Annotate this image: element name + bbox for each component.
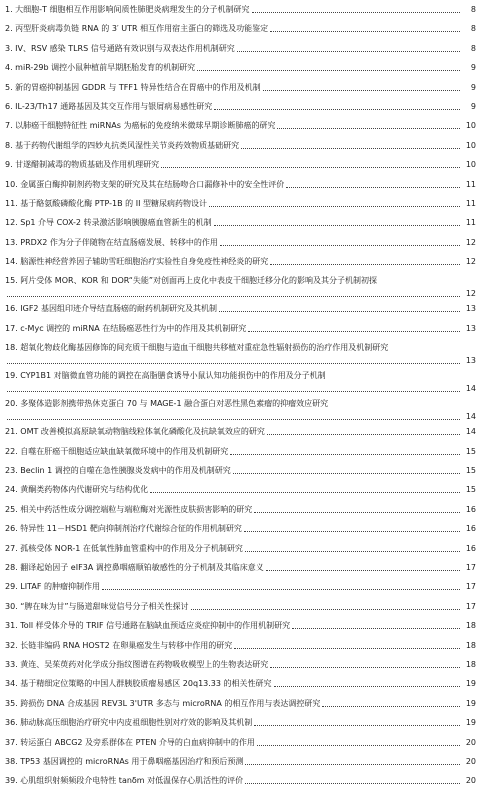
toc-entry-page: 13	[465, 323, 476, 333]
toc-entry[interactable]	[5, 561, 476, 580]
toc-entry[interactable]	[5, 425, 476, 444]
toc-entry-title: 29. LITAF 的肿瘤抑制作用	[5, 582, 100, 592]
dot-leader	[254, 512, 460, 513]
toc-entry-title: 22. 自噬在肝癌干细胞适应缺血缺氧微环境中的作用及机制研究	[5, 446, 229, 456]
toc-entry-title: 20. 多聚体造影剂携带热休克蛋白 70 与 MAGE-1 融合蛋白对恶性黑色素瘤的抑瘤效应研究	[5, 399, 329, 409]
toc-entry-title: 9. 甘遂醋制减毒的物质基础及作用机理研究	[5, 160, 160, 170]
toc-entry-title: 33. 黄连、吴茱萸药对化学成分指纹图谱在药物吸收模型上的生物表达研究	[5, 659, 269, 669]
toc-entry[interactable]	[5, 542, 476, 561]
dot-leader	[322, 706, 460, 707]
dot-leader	[209, 206, 460, 207]
toc-entry-page: 10	[465, 121, 476, 131]
toc-entry-page: 17	[465, 582, 476, 592]
toc-entry-title: 2. 丙型肝炎病毒负链 RNA 的 3′ UTR 相互作用宿主蛋白的筛选及功能鉴定	[5, 24, 269, 34]
toc-entry[interactable]	[5, 100, 476, 119]
dot-leader	[248, 331, 460, 332]
toc-entry-page: 16	[465, 504, 476, 514]
dot-leader	[245, 783, 460, 784]
toc-entry[interactable]	[5, 197, 476, 216]
dot-leader	[270, 667, 460, 668]
dot-leader	[286, 187, 460, 188]
toc-entry-title: 36. 肺动脉高压细胞治疗研究中内皮祖细胞性别对疗效的影响及其机制	[5, 718, 253, 728]
toc-entry-title: 14. 脑源性神经营养因子辅助雪旺细胞治疗实验性自身免疫性神经炎的研究	[5, 257, 269, 267]
dot-leader	[245, 764, 460, 765]
toc-entry[interactable]	[5, 369, 476, 397]
toc-entry[interactable]	[5, 139, 476, 158]
dot-leader	[270, 31, 460, 32]
toc-entry-title: 39. 心肌组织射频频段介电特性 tanδm 对低温保存心肌活性的评价	[5, 776, 244, 786]
toc-entry[interactable]	[5, 503, 476, 522]
toc-entry-page: 9	[470, 63, 476, 73]
toc-entry-page: 11	[465, 198, 476, 208]
dot-leader	[219, 311, 460, 312]
toc-entry[interactable]	[5, 158, 476, 177]
dot-leader	[237, 51, 460, 52]
toc-entry-title: 35. 跨损伤 DNA 合成基因 REV3L 3'UTR 多态与 microRNA 的相互作用与表达调控研究	[5, 698, 321, 708]
toc-entry-title: 7. 以肺癌干细胞特征性 miRNAs 为癌标的免疫纳米微球早期诊断肺癌的研究	[5, 121, 276, 131]
toc-entry-title: 5. 新的胃癌抑制基因 GDDR 与 TFF1 特异性结合在胃癌中的作用及机制	[5, 82, 261, 92]
toc-entry-page: 10	[465, 160, 476, 170]
dot-leader	[234, 648, 460, 649]
toc-entry-page: 18	[465, 659, 476, 669]
toc-entry-title: 26. 特异性 11－HSD1 靶向抑制剂治疗代谢综合征的作用机制研究	[5, 524, 242, 534]
toc-entry-title: 28. 翻译起始因子 eIF3A 调控鼻咽癌顺铂敏感性的分子机制及其临床意义	[5, 562, 264, 572]
toc-entry-title: 21. OMT 改善模拟高原缺氧动物脑线粒体氧化磷酸化及抗缺氧效应的研究	[5, 427, 265, 437]
dot-leader	[270, 264, 460, 265]
dot-leader	[257, 745, 460, 746]
toc-entry[interactable]	[5, 341, 476, 369]
toc-entry-page: 16	[465, 524, 476, 534]
toc-entry-title: 23. Beclin 1 调控的自噬在急性胰腺炎发病中的作用及机制研究	[5, 466, 231, 476]
dot-leader	[102, 589, 460, 590]
toc-entry-page: 19	[465, 718, 476, 728]
toc-entry-page: 12	[465, 289, 476, 299]
dot-leader	[214, 109, 460, 110]
toc-entry-page: 20	[465, 737, 476, 747]
toc-entry[interactable]	[5, 216, 476, 235]
toc-entry[interactable]	[5, 522, 476, 541]
toc-entry-title: 18. 超氧化物歧化酶基因修饰的间充质干细胞与造血干细胞共移植对重症急性辐射损伤的治疗作用及机制研究	[5, 343, 389, 353]
toc-entry-page: 11	[465, 179, 476, 189]
dot-leader	[150, 492, 460, 493]
toc-entry-title: 32. 长链非编码 RNA HOST2 在卵巢癌发生与转移中作用的研究	[5, 640, 233, 650]
toc-entry[interactable]	[5, 397, 476, 425]
dot-leader	[7, 296, 460, 297]
dot-leader	[7, 363, 460, 364]
toc-entry-page: 16	[465, 543, 476, 553]
dot-leader	[230, 454, 460, 455]
dot-leader	[7, 419, 460, 420]
toc-entry[interactable]	[5, 658, 476, 677]
toc-entry-page: 11	[465, 218, 476, 228]
toc-entry[interactable]	[5, 639, 476, 658]
toc-entry-page: 20	[465, 756, 476, 766]
toc-entry-page: 17	[465, 601, 476, 611]
toc-entry[interactable]	[5, 774, 476, 793]
toc-entry-title: 11. 基于酪氨酸磷酸化酶 PTP-1B 的 II 型糖尿病药物设计	[5, 198, 207, 208]
dot-leader	[267, 434, 460, 435]
toc-entry-page: 12	[465, 257, 476, 267]
toc-entry-page: 14	[465, 427, 476, 437]
toc-entry-page: 9	[470, 101, 476, 111]
toc-entry-title: 6. IL-23/Th17 通路基因及其交互作用与银屑病易感性研究	[5, 101, 213, 111]
toc-entry-page: 18	[465, 640, 476, 650]
toc-entry[interactable]	[5, 302, 476, 321]
toc-entry[interactable]	[5, 236, 476, 255]
toc-entry[interactable]	[5, 755, 476, 774]
toc-entry[interactable]	[5, 81, 476, 100]
toc-entry[interactable]	[5, 3, 476, 22]
toc-entry-page: 12	[465, 237, 476, 247]
toc-entry[interactable]	[5, 119, 476, 138]
toc-entry-title: 24. 黄酮类药物体内代谢研究与结构优化	[5, 485, 149, 495]
dot-leader	[244, 531, 460, 532]
toc-entry-page: 13	[465, 304, 476, 314]
toc-entry-title: 1. 大细胞-T 细胞相互作用影响间质性肺肥炎病理发生的分子机制研究	[5, 5, 250, 14]
toc-entry[interactable]	[5, 274, 476, 302]
dot-leader	[274, 686, 460, 687]
toc-entry[interactable]	[5, 445, 476, 464]
dot-leader	[292, 628, 460, 629]
toc-entry[interactable]	[5, 483, 476, 502]
toc-entry[interactable]	[5, 178, 476, 197]
toc-entry-title: 17. c-Myc 调控的 miRNA 在结肠癌恶性行为中的作用及其机制研究	[5, 323, 247, 333]
toc-entry[interactable]	[5, 464, 476, 483]
toc-entry-title: 4. miR-29b 调控小鼠种植前早期胚胎发育的机制研究	[5, 63, 196, 73]
toc-entry-page: 19	[465, 679, 476, 689]
toc-entry[interactable]	[5, 61, 476, 80]
toc-entry-title: 30. “脾在味为甘”与肠道甜味觉信号分子相关性探讨	[5, 601, 189, 611]
toc-entry-page: 18	[465, 621, 476, 631]
toc-entry-page: 8	[470, 43, 476, 53]
toc-entry[interactable]	[5, 736, 476, 755]
dot-leader	[214, 225, 460, 226]
toc-entry-page: 15	[465, 466, 476, 476]
toc-entry-page: 14	[465, 384, 476, 394]
toc-entry[interactable]	[5, 619, 476, 638]
dot-leader	[263, 90, 460, 91]
toc-entry-title: 10. 金属蛋白酶抑制剂药物支架的研究及其在结肠吻合口漏修补中的安全性评价	[5, 179, 285, 189]
toc-entry-page: 9	[470, 82, 476, 92]
dot-leader	[7, 391, 460, 392]
toc-entry-title: 12. Sp1 介导 COX-2 转录激活影响胰腺癌血管新生的机制	[5, 218, 212, 228]
toc-entry-page: 13	[465, 356, 476, 366]
toc-entry-title: 25. 相关中药活性成分调控端粒与端粒酶对光源性皮肤损害影响的研究	[5, 504, 253, 514]
dot-leader	[245, 551, 460, 552]
toc-entry-title: 31. Toll 样受体介导的 TRIF 信号通路在脑缺血预适应炎症抑制中的作用机制研究	[5, 621, 291, 631]
toc-entry-page: 20	[465, 776, 476, 786]
toc-entry[interactable]	[5, 22, 476, 41]
toc-entry-title: 37. 转运蛋白 ABCG2 及旁系群体在 PTEN 介导的白血病抑制中的作用	[5, 737, 255, 747]
toc-entry-title: 8. 基于药物代谢组学的四妙丸抗类风湿性关节炎药效物质基础研究	[5, 140, 240, 150]
toc-entry-title: 34. 基于精细定位策略的中国人群胰胶质瘤易感区 20q13.33 的相关性研究	[5, 679, 272, 689]
dot-leader	[254, 725, 460, 726]
toc-entry-title: 19. CYP1B1 对脑微血管功能的调控在高脂膳食诱导小鼠认知功能损伤中的作用及分子机制	[5, 371, 326, 381]
dot-leader	[197, 70, 460, 71]
dot-leader	[191, 609, 460, 610]
toc-entry[interactable]	[5, 600, 476, 619]
toc-entry-title: 3. IV、RSV 感染 TLRS 信号通路有效识别与双表达作用机制研究	[5, 43, 235, 53]
toc-entry-page: 15	[465, 485, 476, 495]
dot-leader	[233, 473, 460, 474]
toc-entry-title: 27. 孤核受体 NOR-1 在低氧性肺血管重构中的作用及分子机制研究	[5, 543, 243, 553]
dot-leader	[220, 245, 460, 246]
toc-entry[interactable]	[5, 255, 476, 274]
toc-entry-title: 16. IGF2 基因组印迹介导结直肠癌的耐药机制研究及其机制	[5, 304, 218, 314]
toc-entry-page: 8	[470, 24, 476, 34]
toc-entry[interactable]	[5, 322, 476, 341]
toc-entry-page: 10	[465, 140, 476, 150]
toc-entry[interactable]	[5, 697, 476, 716]
toc-entry-page: 14	[465, 412, 476, 422]
toc-entry-title: 38. TP53 基因调控的 microRNAs 用于鼻咽癌基因治疗和预后预测	[5, 756, 244, 766]
dot-leader	[252, 12, 461, 13]
toc-entry[interactable]	[5, 677, 476, 696]
toc-entry[interactable]	[5, 42, 476, 61]
toc-entry[interactable]	[5, 716, 476, 735]
dot-leader	[241, 148, 460, 149]
toc-entry-page: 15	[465, 446, 476, 456]
toc-entry-page: 19	[465, 698, 476, 708]
toc-entry-title: 13. PRDX2 作为分子伴随物在结直肠癌发展、转移中的作用	[5, 237, 218, 247]
toc-entry-page: 17	[465, 562, 476, 572]
dot-leader	[161, 167, 460, 168]
toc-entry-page: 8	[470, 5, 476, 14]
toc-entry[interactable]	[5, 580, 476, 599]
dot-leader	[277, 128, 460, 129]
toc-entry-title: 15. 阿片受体 MOR、KOR 和 DOR“失能”对创面再上皮化中表皮干细胞迁移分化的影响及其分子机制初探	[5, 276, 378, 286]
dot-leader	[266, 570, 460, 571]
